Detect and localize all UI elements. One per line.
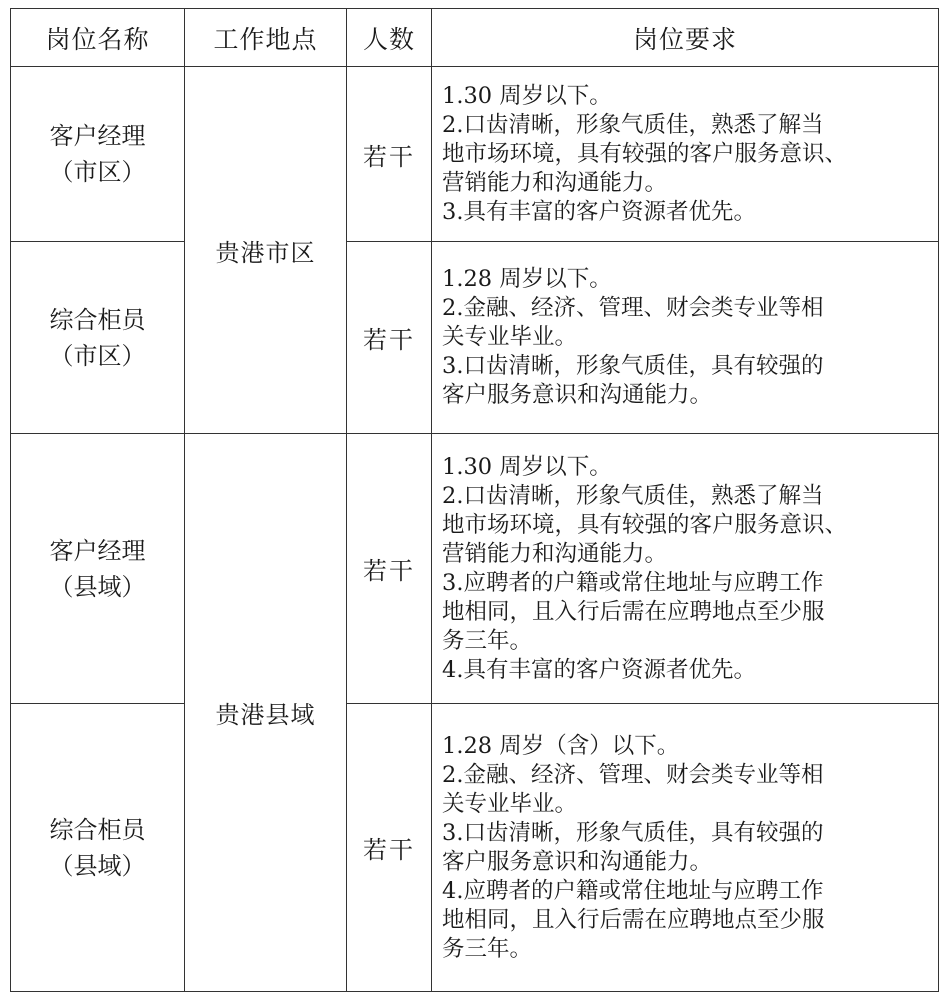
table-header-row — [11, 9, 939, 67]
requirements-cell — [432, 434, 939, 704]
header-work-location: 工作地点 — [185, 9, 347, 67]
requirement-line: 3.应聘者的户籍或常住地址与应聘工作 — [442, 569, 824, 596]
headcount-cell: 若干 — [347, 434, 432, 704]
headcount-cell: 若干 — [347, 704, 432, 992]
header-headcount: 人数 — [347, 9, 432, 67]
requirement-line: 地相同，且入行后需在应聘地点至少服 — [442, 598, 825, 625]
requirement-line: 2.口齿清晰，形象气质佳，熟悉了解当 — [442, 482, 824, 509]
position-name-cell — [11, 434, 185, 704]
position-name: 综合柜员 — [49, 305, 146, 334]
requirement-line: 务三年。 — [442, 627, 533, 654]
job-requirements-table — [10, 8, 939, 992]
requirement-line: 2.金融、经济、管理、财会类专业等相 — [442, 295, 824, 321]
requirements-cell — [432, 67, 939, 242]
requirement-line: 地相同，且入行后需在应聘地点至少服 — [442, 906, 825, 933]
requirement-line: 务三年。 — [442, 935, 533, 962]
headcount-cell: 若干 — [347, 67, 432, 242]
work-location-cell: 贵港县域 — [185, 434, 347, 992]
requirement-line: 3.口齿清晰，形象气质佳，具有较强的 — [442, 819, 824, 846]
position-area: （县域） — [49, 851, 146, 880]
requirement-line: 2.口齿清晰，形象气质佳，熟悉了解当 — [442, 111, 824, 138]
requirement-line: 关专业毕业。 — [442, 324, 578, 350]
work-location-cell: 贵港市区 — [185, 67, 347, 434]
requirement-line: 地市场环境，具有较强的客户服务意识、 — [442, 511, 848, 538]
requirement-line: 3.具有丰富的客户资源者优先。 — [442, 198, 756, 225]
position-name: 综合柜员 — [49, 815, 146, 844]
table-row — [11, 704, 939, 992]
requirements-cell — [432, 704, 939, 992]
requirement-line: 客户服务意识和沟通能力。 — [442, 382, 713, 408]
requirement-line: 客户服务意识和沟通能力。 — [442, 848, 713, 875]
table-row — [11, 242, 939, 434]
requirement-line: 1.28 周岁（含）以下。 — [442, 732, 680, 759]
position-name-cell — [11, 242, 185, 434]
position-name-cell — [11, 704, 185, 992]
position-name: 客户经理 — [49, 122, 146, 150]
requirement-line: 营销能力和沟通能力。 — [442, 169, 668, 196]
requirements-cell — [432, 242, 939, 434]
requirement-line: 地市场环境，具有较强的客户服务意识、 — [442, 140, 848, 167]
position-area: （县域） — [49, 572, 146, 601]
requirement-line: 1.30 周岁以下。 — [442, 453, 612, 480]
position-area: （市区） — [49, 158, 146, 186]
requirement-line: 1.30 周岁以下。 — [442, 82, 612, 109]
requirement-line: 3.口齿清晰，形象气质佳，具有较强的 — [442, 353, 824, 379]
headcount-cell: 若干 — [347, 242, 432, 434]
table-row — [11, 434, 939, 704]
header-position-name: 岗位名称 — [11, 9, 185, 67]
requirement-line: 2.金融、经济、管理、财会类专业等相 — [442, 761, 824, 788]
requirement-line: 4.应聘者的户籍或常住地址与应聘工作 — [442, 877, 824, 904]
header-requirements: 岗位要求 — [432, 9, 939, 67]
position-name-cell — [11, 67, 185, 242]
requirement-line: 4.具有丰富的客户资源者优先。 — [442, 656, 756, 683]
requirement-line: 1.28 周岁以下。 — [442, 266, 612, 292]
table-row — [11, 67, 939, 242]
requirement-line: 营销能力和沟通能力。 — [442, 540, 668, 567]
position-name: 客户经理 — [49, 536, 146, 565]
requirement-line: 关专业毕业。 — [442, 790, 578, 817]
position-area: （市区） — [49, 341, 146, 370]
